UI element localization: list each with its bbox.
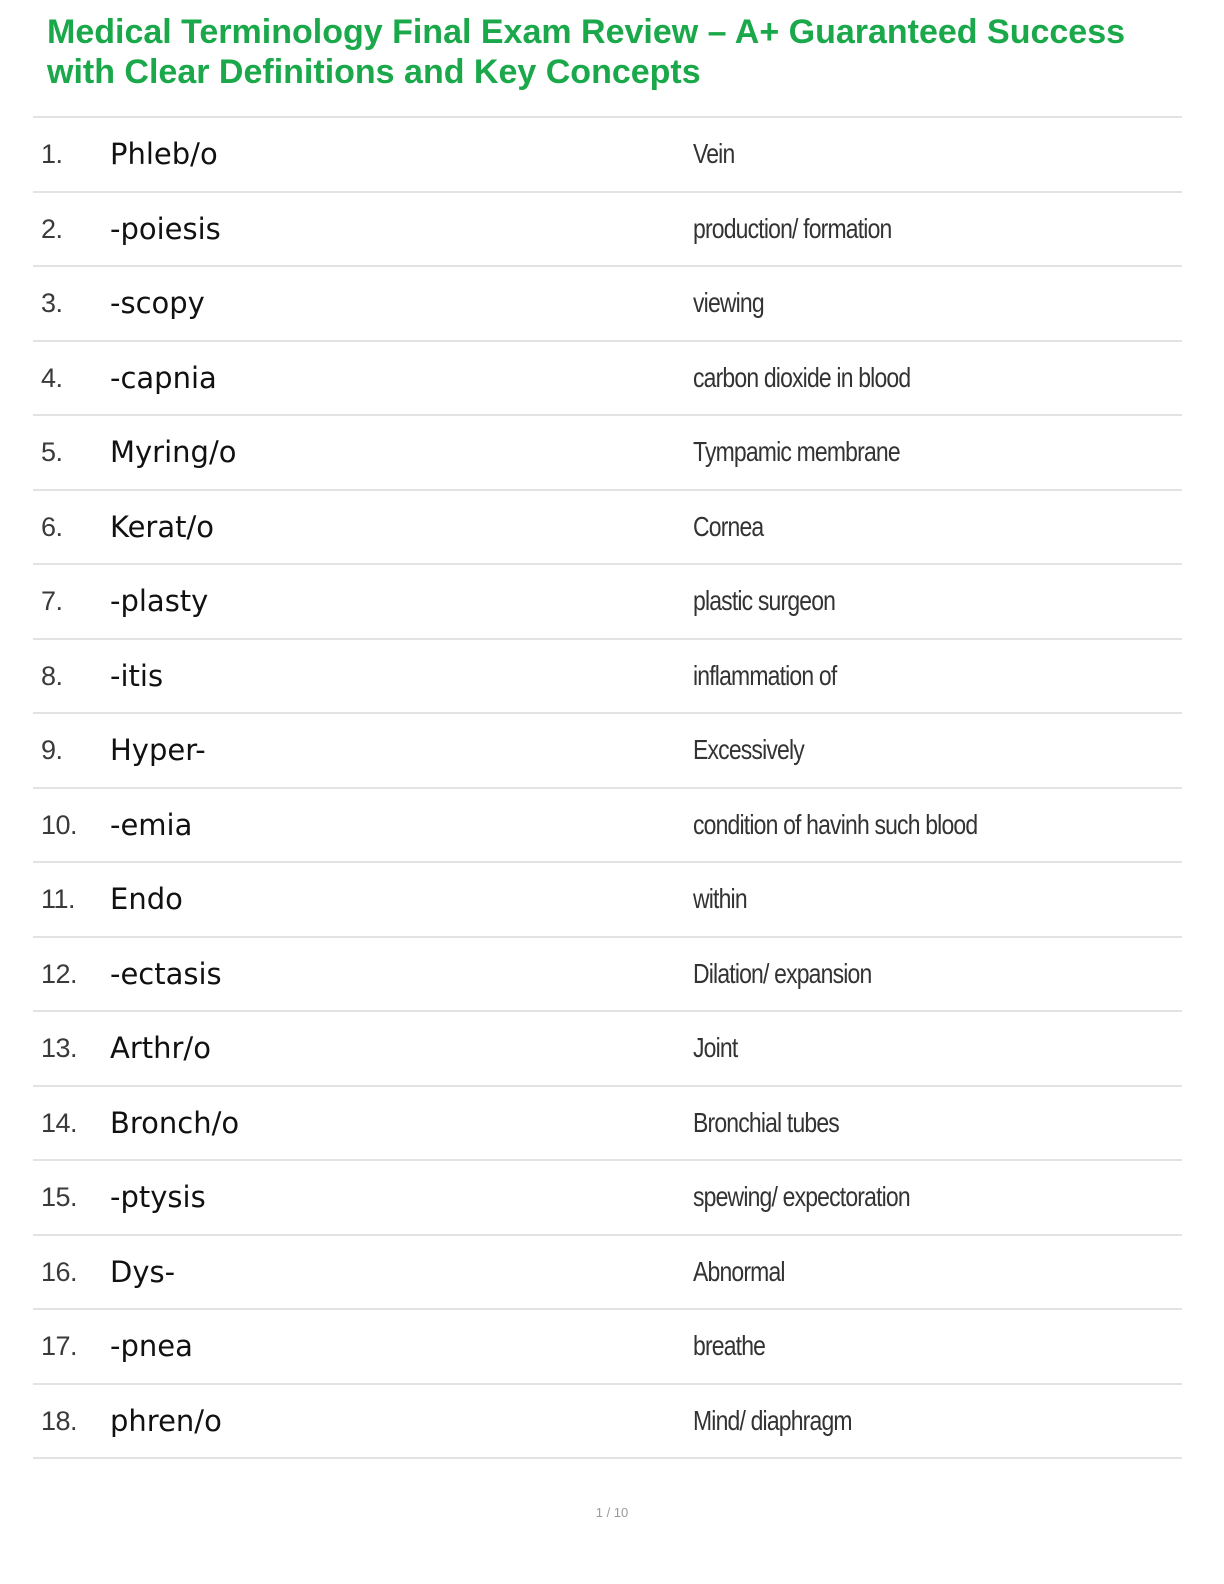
term-definition: plastic surgeon [693, 585, 836, 616]
term-definition: Vein [693, 138, 735, 169]
term-number: 13. [41, 1033, 78, 1063]
term-row [33, 267, 1182, 342]
term-name: -pnea [110, 1329, 193, 1363]
term-number: 16. [41, 1256, 78, 1287]
term-number: 4. [41, 362, 63, 393]
term-number: 10. [41, 809, 78, 840]
term-number: 18. [41, 1405, 78, 1436]
term-definition: breathe [693, 1330, 766, 1361]
term-name: Hyper- [110, 733, 206, 767]
term-name: -ectasis [110, 956, 222, 991]
term-name: Arthr/o [110, 1031, 211, 1065]
term-number: 15. [41, 1182, 78, 1212]
term-row [33, 714, 1182, 789]
term-name: -ptysis [110, 1180, 206, 1214]
term-definition: carbon dioxide in blood [693, 361, 911, 393]
term-definition: spewing/ expectoration [693, 1181, 910, 1212]
term-row [33, 1310, 1182, 1385]
term-definition: Bronchial tubes [693, 1106, 839, 1138]
term-row [33, 416, 1182, 491]
term-number: 11. [41, 884, 76, 914]
term-number: 14. [41, 1107, 78, 1138]
term-name: -poiesis [110, 211, 221, 246]
term-name: -capnia [110, 360, 217, 395]
term-number: 7. [41, 586, 63, 616]
term-definition: inflammation of [693, 659, 837, 691]
term-number: 17. [41, 1331, 78, 1361]
term-number: 12. [41, 958, 78, 989]
term-row [33, 342, 1182, 417]
term-row [33, 1236, 1182, 1311]
term-name: -scopy [110, 286, 205, 320]
term-number: 8. [41, 660, 63, 691]
term-definition: Joint [693, 1032, 738, 1063]
term-row [33, 193, 1182, 268]
term-definition: Cornea [693, 510, 764, 542]
term-number: 5. [41, 437, 63, 467]
term-name: Endo [110, 882, 183, 916]
term-name: phren/o [110, 1403, 222, 1438]
term-table [33, 116, 1182, 1459]
term-name: -plasty [110, 584, 209, 618]
page-title: Medical Terminology Final Exam Review – A+ Guaranteed Success with Clear Definitions and Key Concepts [47, 13, 1126, 91]
term-number: 6. [41, 511, 63, 542]
term-definition: Mind/ diaphragm [693, 1404, 852, 1436]
page-number: 1 / 10 [595, 1505, 629, 1520]
term-number: 2. [41, 213, 63, 244]
term-definition: Tympamic membrane [693, 436, 900, 467]
term-definition: Dilation/ expansion [693, 957, 872, 989]
term-name: Phleb/o [110, 137, 218, 171]
term-definition: production/ formation [693, 212, 892, 244]
term-definition: Abnormal [693, 1255, 785, 1287]
term-name: -emia [110, 807, 193, 842]
term-row [33, 565, 1182, 640]
term-row [33, 1087, 1182, 1162]
term-row [33, 863, 1182, 938]
term-definition: viewing [693, 287, 764, 318]
term-number: 3. [41, 288, 63, 318]
term-definition: condition of havinh such blood [693, 808, 978, 840]
term-number: 1. [41, 139, 63, 169]
term-row [33, 118, 1182, 193]
term-row [33, 789, 1182, 864]
term-row [33, 1161, 1182, 1236]
term-name: Myring/o [110, 435, 237, 469]
term-definition: Excessively [693, 734, 804, 765]
term-definition: within [693, 883, 747, 914]
term-name: Bronch/o [110, 1105, 240, 1140]
term-row [33, 640, 1182, 715]
term-row [33, 1012, 1182, 1087]
term-name: Kerat/o [110, 509, 214, 544]
term-name: Dys- [110, 1254, 176, 1289]
term-number: 9. [41, 735, 63, 765]
term-row [33, 1385, 1182, 1460]
term-row [33, 938, 1182, 1013]
term-name: -itis [110, 658, 164, 693]
term-row [33, 491, 1182, 566]
